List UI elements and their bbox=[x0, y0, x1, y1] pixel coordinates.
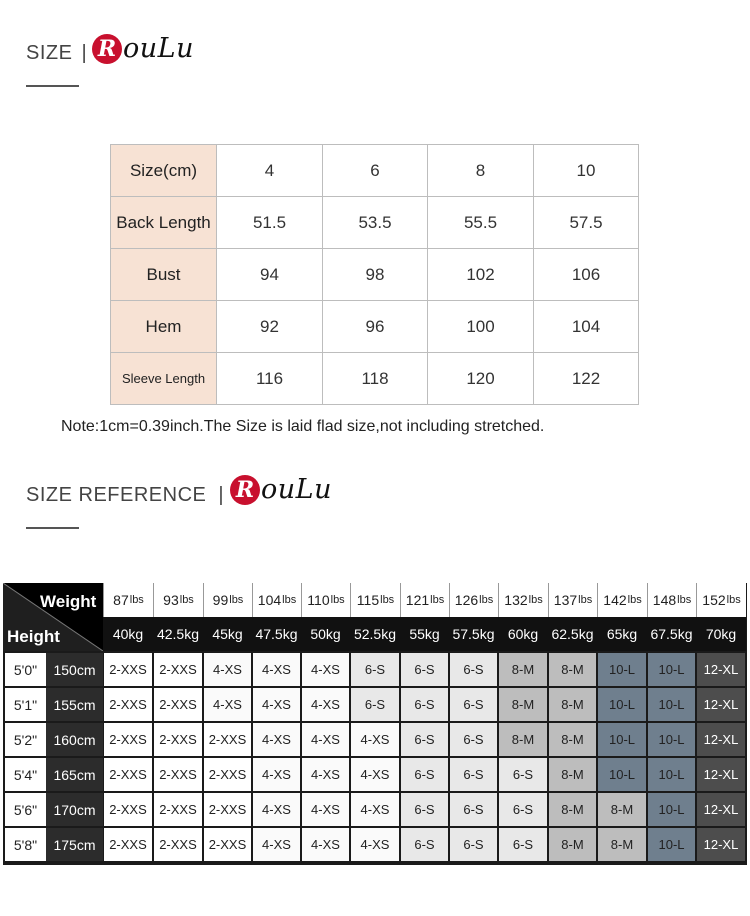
weight-lbs-cell bbox=[252, 583, 301, 617]
weight-lbs-value: 99 bbox=[212, 592, 229, 608]
size-reference-cell: 6-S bbox=[401, 758, 448, 791]
weight-lbs-cell bbox=[153, 583, 203, 617]
size-reference-cell: 10-L bbox=[598, 758, 646, 791]
size-reference-cell: 2-XXS bbox=[154, 793, 202, 826]
weight-kg-cell: 65kg bbox=[597, 617, 647, 651]
size-reference-cell: 4-XS bbox=[253, 828, 300, 861]
size-reference-cell: 2-XXS bbox=[204, 793, 251, 826]
size-reference-cell: 6-S bbox=[450, 723, 497, 756]
height-ft-cell: 5'2" bbox=[5, 723, 46, 756]
heading-divider: | bbox=[218, 484, 225, 506]
size-note: Note:1cm=0.39inch.The Size is laid flad size,not including stretched. bbox=[61, 418, 545, 435]
size-reference-cell: 4-XS bbox=[351, 793, 399, 826]
size-reference-cell: 4-XS bbox=[253, 723, 300, 756]
height-cm-cell: 160cm bbox=[46, 723, 103, 756]
weight-axis-label: Weight bbox=[40, 592, 97, 611]
size-reference-cell: 12-XL bbox=[697, 828, 745, 861]
brand-logo bbox=[230, 474, 332, 505]
size-reference-cell: 8-M bbox=[549, 653, 596, 686]
size-reference-cell: 10-L bbox=[648, 653, 695, 686]
size-reference-cell: 8-M bbox=[598, 793, 646, 826]
size-reference-cell: 2-XXS bbox=[154, 828, 202, 861]
size-value-cell: 104 bbox=[534, 301, 639, 353]
size-reference-cell: 4-XS bbox=[302, 653, 349, 686]
weight-lbs-unit: lbs bbox=[528, 594, 543, 606]
height-ft-cell: 5'1" bbox=[5, 688, 46, 721]
size-reference-cell: 6-S bbox=[351, 653, 399, 686]
size-reference-cell: 8-M bbox=[499, 723, 547, 756]
size-reference-cell: 6-S bbox=[401, 723, 448, 756]
size-value-cell: 118 bbox=[323, 353, 428, 405]
size-reference-cell: 6-S bbox=[499, 758, 547, 791]
weight-lbs-unit: lbs bbox=[479, 594, 494, 606]
size-reference-cell: 4-XS bbox=[351, 828, 399, 861]
weight-lbs-unit: lbs bbox=[380, 594, 395, 606]
size-value-cell: 120 bbox=[428, 353, 534, 405]
size-reference-cell: 8-M bbox=[549, 828, 596, 861]
size-reference-cell: 4-XS bbox=[204, 688, 251, 721]
weight-lbs-unit: lbs bbox=[430, 594, 445, 606]
size-reference-cell: 10-L bbox=[648, 758, 695, 791]
size-reference-cell: 6-S bbox=[401, 653, 448, 686]
size-reference-cell: 8-M bbox=[549, 688, 596, 721]
size-reference-cell: 6-S bbox=[450, 793, 497, 826]
size-value-cell: 100 bbox=[428, 301, 534, 353]
heading-divider: | bbox=[81, 42, 88, 64]
size-reference-cell: 10-L bbox=[648, 723, 695, 756]
size-row-label: Hem bbox=[111, 301, 217, 353]
size-reference-cell: 2-XXS bbox=[104, 653, 152, 686]
size-reference-cell: 4-XS bbox=[302, 688, 349, 721]
size-value-cell: 55.5 bbox=[428, 197, 534, 249]
size-reference-cell: 6-S bbox=[450, 828, 497, 861]
size-reference-cell: 8-M bbox=[499, 688, 547, 721]
weight-lbs-value: 93 bbox=[163, 592, 179, 608]
weight-lbs-unit: lbs bbox=[726, 594, 741, 606]
size-reference-cell: 4-XS bbox=[253, 793, 300, 826]
brand-logo-text: ouLu bbox=[123, 33, 194, 64]
weight-lbs-cell bbox=[696, 583, 746, 617]
reference-heading: SIZE REFERENCE | bbox=[26, 484, 225, 506]
size-table-row bbox=[111, 197, 639, 249]
size-value-cell: 10 bbox=[534, 145, 639, 197]
weight-lbs-value: 87 bbox=[113, 592, 129, 608]
size-reference-cell: 4-XS bbox=[253, 758, 300, 791]
size-value-cell: 53.5 bbox=[323, 197, 428, 249]
size-value-cell: 98 bbox=[323, 249, 428, 301]
weight-lbs-value: 104 bbox=[257, 592, 282, 608]
weight-kg-cell: 45kg bbox=[203, 617, 252, 651]
size-reference-cell: 8-M bbox=[549, 793, 596, 826]
weight-kg-cell: 50kg bbox=[301, 617, 350, 651]
weight-kg-cell: 47.5kg bbox=[252, 617, 301, 651]
size-reference-cell: 4-XS bbox=[302, 723, 349, 756]
height-ft-cell: 5'4" bbox=[5, 758, 46, 791]
size-reference-cell: 2-XXS bbox=[104, 723, 152, 756]
size-value-cell: 4 bbox=[217, 145, 323, 197]
weight-lbs-cell bbox=[498, 583, 548, 617]
weight-lbs-unit: lbs bbox=[129, 594, 144, 606]
size-reference-cell: 6-S bbox=[401, 688, 448, 721]
size-value-cell: 96 bbox=[323, 301, 428, 353]
size-reference-cell: 10-L bbox=[648, 828, 695, 861]
size-reference-cell: 6-S bbox=[499, 828, 547, 861]
weight-lbs-cell bbox=[350, 583, 400, 617]
weight-kg-cell: 40kg bbox=[103, 617, 153, 651]
size-reference-cell: 4-XS bbox=[302, 828, 349, 861]
size-row-label: Sleeve Length bbox=[111, 353, 217, 405]
size-reference-cell: 12-XL bbox=[697, 793, 745, 826]
weight-lbs-cell bbox=[449, 583, 498, 617]
size-row-label: Size(cm) bbox=[111, 145, 217, 197]
size-reference-cell: 12-XL bbox=[697, 653, 745, 686]
weight-lbs-unit: lbs bbox=[330, 594, 345, 606]
size-heading: SIZE | bbox=[26, 42, 88, 64]
size-reference-cell: 6-S bbox=[351, 688, 399, 721]
height-cm-cell: 155cm bbox=[46, 688, 103, 721]
weight-kg-cell: 57.5kg bbox=[449, 617, 498, 651]
size-table bbox=[110, 144, 639, 405]
size-value-cell: 51.5 bbox=[217, 197, 323, 249]
size-reference-cell: 8-M bbox=[549, 758, 596, 791]
size-value-cell: 106 bbox=[534, 249, 639, 301]
size-table-row bbox=[111, 249, 639, 301]
size-reference-cell: 2-XXS bbox=[154, 688, 202, 721]
weight-lbs-value: 148 bbox=[652, 592, 677, 608]
brand-logo-badge: R bbox=[92, 34, 122, 64]
brand-logo bbox=[92, 33, 194, 64]
weight-lbs-cell bbox=[548, 583, 597, 617]
size-reference-cell: 10-L bbox=[648, 688, 695, 721]
size-reference-cell: 6-S bbox=[450, 653, 497, 686]
height-ft-cell: 5'8" bbox=[5, 828, 46, 861]
weight-lbs-value: 110 bbox=[307, 592, 330, 608]
size-reference-cell: 2-XXS bbox=[204, 758, 251, 791]
size-reference-cell: 2-XXS bbox=[154, 723, 202, 756]
size-reference-cell: 4-XS bbox=[302, 793, 349, 826]
weight-lbs-cell bbox=[647, 583, 696, 617]
weight-lbs-cell bbox=[103, 583, 153, 617]
heading-underline bbox=[26, 527, 79, 529]
size-value-cell: 57.5 bbox=[534, 197, 639, 249]
size-table-row bbox=[111, 301, 639, 353]
weight-lbs-unit: lbs bbox=[179, 594, 194, 606]
size-reference-cell: 2-XXS bbox=[154, 758, 202, 791]
size-reference-cell: 4-XS bbox=[351, 758, 399, 791]
size-reference-cell: 2-XXS bbox=[204, 828, 251, 861]
size-value-cell: 94 bbox=[217, 249, 323, 301]
size-row-label: Bust bbox=[111, 249, 217, 301]
weight-kg-cell: 60kg bbox=[498, 617, 548, 651]
size-value-cell: 8 bbox=[428, 145, 534, 197]
size-reference-cell: 10-L bbox=[648, 793, 695, 826]
size-reference-cell: 6-S bbox=[450, 758, 497, 791]
weight-lbs-cell bbox=[203, 583, 252, 617]
size-reference-cell: 2-XXS bbox=[104, 758, 152, 791]
size-reference-cell: 12-XL bbox=[697, 723, 745, 756]
weight-lbs-value: 132 bbox=[504, 592, 528, 608]
size-reference-cell: 10-L bbox=[598, 653, 646, 686]
size-reference-cell: 4-XS bbox=[204, 653, 251, 686]
size-reference-cell: 2-XXS bbox=[204, 723, 251, 756]
weight-kg-cell: 52.5kg bbox=[350, 617, 400, 651]
weight-kg-cell: 70kg bbox=[696, 617, 746, 651]
weight-lbs-unit: lbs bbox=[229, 594, 244, 606]
brand-logo-badge: R bbox=[230, 475, 260, 505]
height-ft-cell: 5'6" bbox=[5, 793, 46, 826]
weight-lbs-value: 121 bbox=[405, 592, 430, 608]
size-reference-cell: 10-L bbox=[598, 723, 646, 756]
size-reference-cell: 6-S bbox=[401, 793, 448, 826]
size-reference-cell: 2-XXS bbox=[104, 828, 152, 861]
size-reference-cell: 6-S bbox=[450, 688, 497, 721]
size-reference-cell: 8-M bbox=[549, 723, 596, 756]
height-cm-cell: 175cm bbox=[46, 828, 103, 861]
weight-kg-cell: 62.5kg bbox=[548, 617, 597, 651]
weight-lbs-unit: lbs bbox=[282, 594, 297, 606]
weight-lbs-value: 142 bbox=[603, 592, 627, 608]
size-reference-cell: 6-S bbox=[499, 793, 547, 826]
weight-kg-cell: 67.5kg bbox=[647, 617, 696, 651]
size-value-cell: 122 bbox=[534, 353, 639, 405]
size-value-cell: 6 bbox=[323, 145, 428, 197]
height-cm-cell: 165cm bbox=[46, 758, 103, 791]
weight-lbs-cell bbox=[597, 583, 647, 617]
heading-underline bbox=[26, 85, 79, 87]
size-reference-cell: 8-M bbox=[598, 828, 646, 861]
size-reference-cell: 10-L bbox=[598, 688, 646, 721]
size-reference-cell: 2-XXS bbox=[154, 653, 202, 686]
weight-lbs-value: 137 bbox=[553, 592, 578, 608]
weight-kg-cell: 55kg bbox=[400, 617, 449, 651]
brand-logo-text: ouLu bbox=[261, 474, 332, 505]
size-reference-cell: 4-XS bbox=[253, 688, 300, 721]
weight-lbs-unit: lbs bbox=[627, 594, 642, 606]
size-reference-cell: 4-XS bbox=[351, 723, 399, 756]
size-reference-cell: 12-XL bbox=[697, 758, 745, 791]
height-ft-cell: 5'0" bbox=[5, 653, 46, 686]
size-row-label: Back Length bbox=[111, 197, 217, 249]
weight-lbs-value: 152 bbox=[702, 592, 726, 608]
size-reference-cell: 6-S bbox=[401, 828, 448, 861]
size-reference-cell: 4-XS bbox=[302, 758, 349, 791]
size-reference-grid bbox=[3, 583, 747, 865]
size-value-cell: 92 bbox=[217, 301, 323, 353]
size-value-cell: 116 bbox=[217, 353, 323, 405]
size-reference-cell: 8-M bbox=[499, 653, 547, 686]
weight-lbs-unit: lbs bbox=[677, 594, 692, 606]
height-axis-label: Height bbox=[7, 627, 60, 646]
size-reference-cell: 12-XL bbox=[697, 688, 745, 721]
size-reference-cell: 2-XXS bbox=[104, 793, 152, 826]
weight-lbs-unit: lbs bbox=[578, 594, 593, 606]
size-table-row bbox=[111, 145, 639, 197]
size-value-cell: 102 bbox=[428, 249, 534, 301]
weight-lbs-value: 115 bbox=[356, 592, 380, 608]
size-table-row bbox=[111, 353, 639, 405]
weight-lbs-cell bbox=[400, 583, 449, 617]
weight-kg-cell: 42.5kg bbox=[153, 617, 203, 651]
weight-lbs-cell bbox=[301, 583, 350, 617]
height-cm-cell: 170cm bbox=[46, 793, 103, 826]
weight-lbs-value: 126 bbox=[454, 592, 479, 608]
size-reference-cell: 4-XS bbox=[253, 653, 300, 686]
height-cm-cell: 150cm bbox=[46, 653, 103, 686]
size-reference-cell: 2-XXS bbox=[104, 688, 152, 721]
